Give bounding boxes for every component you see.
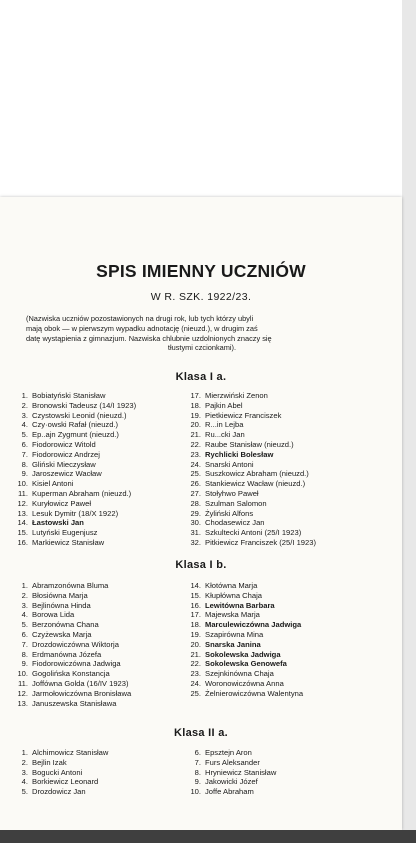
student-number: 24. bbox=[190, 678, 201, 688]
student-name: Lewitówna Barbara bbox=[205, 600, 275, 610]
student-name: Czystowski Leonid (nieuzd.) bbox=[32, 410, 127, 420]
student-entry bbox=[186, 518, 316, 528]
student-number: 21. bbox=[190, 430, 201, 440]
student-entry bbox=[13, 768, 108, 778]
student-number: 23. bbox=[190, 449, 201, 459]
student-entry bbox=[13, 430, 136, 440]
student-number: 10. bbox=[17, 479, 28, 489]
student-name: Szkultecki Antoni (25/I 1923) bbox=[205, 528, 302, 538]
viewer-bottom-bar bbox=[0, 830, 416, 843]
student-name: Szulman Salomon bbox=[205, 498, 267, 508]
student-entry bbox=[13, 479, 136, 489]
student-entry bbox=[13, 538, 136, 548]
student-entry bbox=[186, 430, 316, 440]
student-number: 4. bbox=[21, 610, 28, 620]
note-line: datę wystąpienia z gimnazjum. Nazwiska chlubnie uzdolnionych znaczy się bbox=[26, 333, 272, 343]
student-name: Jakowicki Józef bbox=[205, 777, 258, 787]
student-name: Markiewicz Stanisław bbox=[32, 537, 105, 547]
student-name: Stankiewicz Wacław (nieuzd.) bbox=[205, 479, 306, 489]
student-name: Suszkowicz Abraham (nieuzd.) bbox=[205, 469, 309, 479]
student-number: 18. bbox=[190, 400, 201, 410]
student-name: Pietkiewicz Franciszek bbox=[205, 410, 282, 420]
student-number: 4. bbox=[21, 420, 28, 430]
student-number: 9. bbox=[21, 659, 28, 669]
student-entry bbox=[13, 411, 136, 421]
student-number: 16. bbox=[17, 537, 28, 547]
document-page bbox=[0, 197, 402, 830]
student-number: 8. bbox=[21, 459, 28, 469]
student-number: 1. bbox=[21, 748, 28, 757]
student-name: Drozdowicz Jan bbox=[32, 787, 86, 797]
student-list-2a-left bbox=[13, 748, 108, 797]
student-name: Hryniewicz Stanisław bbox=[205, 767, 277, 777]
student-name: Majewska Marja bbox=[205, 610, 260, 620]
student-name: Mierzwiński Zenon bbox=[205, 391, 268, 400]
note-line: mają obok — w pierwszym wypadku adnotację (nieuzd.), w drugim zaś bbox=[26, 323, 258, 333]
student-name: Jaroszewicz Wacław bbox=[32, 469, 102, 479]
student-entry bbox=[13, 610, 131, 620]
student-name: Szapirówna Mina bbox=[205, 629, 264, 639]
page-subtitle: W R. SZK. 1922/23. bbox=[150, 291, 252, 303]
student-number: 9. bbox=[21, 469, 28, 479]
viewer-scrollbar-edge bbox=[402, 0, 416, 843]
student-number: 31. bbox=[190, 528, 201, 538]
student-name: Bogucki Antoni bbox=[32, 767, 83, 777]
student-entry bbox=[13, 591, 131, 601]
student-entry bbox=[13, 689, 131, 699]
student-entry bbox=[186, 411, 316, 421]
student-name: Snarski Antoni bbox=[205, 459, 254, 469]
student-entry bbox=[13, 601, 131, 611]
student-entry bbox=[13, 669, 131, 679]
student-number: 26. bbox=[190, 479, 201, 489]
student-entry bbox=[186, 748, 276, 758]
student-entry bbox=[186, 591, 303, 601]
student-number: 10. bbox=[17, 669, 28, 679]
student-entry bbox=[13, 650, 131, 660]
student-entry bbox=[13, 777, 108, 787]
student-number: 6. bbox=[194, 748, 201, 757]
student-entry bbox=[186, 650, 303, 660]
student-number: 16. bbox=[190, 600, 201, 610]
student-name: Epsztejn Aron bbox=[205, 748, 252, 757]
student-entry bbox=[186, 689, 303, 699]
student-name: Woronowiczówna Anna bbox=[205, 678, 284, 688]
student-name: R...in Lejba bbox=[205, 420, 244, 430]
student-number: 14. bbox=[190, 581, 201, 590]
student-number: 7. bbox=[194, 757, 201, 767]
student-entry bbox=[186, 601, 303, 611]
student-name: Rychlicki Bolesław bbox=[205, 449, 274, 459]
student-name: Erdmanówna Józefa bbox=[32, 649, 102, 659]
student-entry bbox=[13, 401, 136, 411]
student-number: 17. bbox=[190, 391, 201, 400]
student-number: 12. bbox=[17, 688, 28, 698]
student-entry bbox=[13, 679, 131, 689]
student-name: Borkiewicz Leonard bbox=[32, 777, 99, 787]
student-entry bbox=[186, 460, 316, 470]
student-entry bbox=[13, 620, 131, 630]
student-entry bbox=[186, 610, 303, 620]
student-entry bbox=[13, 787, 108, 797]
section-title-klasa-2a: Klasa II a. bbox=[173, 727, 229, 739]
student-entry bbox=[186, 538, 316, 548]
student-number: 13. bbox=[17, 508, 28, 518]
student-number: 10. bbox=[190, 787, 201, 797]
student-number: 5. bbox=[21, 787, 28, 797]
student-list-1b-left bbox=[13, 581, 131, 708]
student-number: 11. bbox=[18, 488, 28, 498]
student-number: 1. bbox=[21, 581, 28, 590]
student-list-1a-right bbox=[186, 391, 316, 548]
student-name: Kisiel Antoni bbox=[32, 479, 74, 489]
student-entry bbox=[186, 581, 303, 591]
student-number: 24. bbox=[190, 459, 201, 469]
student-name: Fiodorowicz Andrzej bbox=[32, 449, 100, 459]
student-number: 32. bbox=[190, 537, 201, 547]
student-name: Fiodorowicz Witold bbox=[32, 439, 96, 449]
student-entry bbox=[186, 401, 316, 411]
student-entry bbox=[186, 679, 303, 689]
student-name: Ru...cki Jan bbox=[205, 430, 245, 440]
student-number: 22. bbox=[190, 659, 201, 669]
student-entry bbox=[13, 469, 136, 479]
student-name: Kłotówna Marja bbox=[205, 581, 258, 590]
student-name: Borowa Lida bbox=[32, 610, 75, 620]
student-entry bbox=[186, 640, 303, 650]
student-entry bbox=[13, 748, 108, 758]
student-name: Sokolewska Jadwiga bbox=[205, 649, 281, 659]
student-number: 22. bbox=[190, 439, 201, 449]
student-name: Czy·owski Rafał (nieuzd.) bbox=[32, 420, 119, 430]
student-number: 20. bbox=[190, 420, 201, 430]
student-entry bbox=[186, 630, 303, 640]
student-number: 2. bbox=[21, 590, 28, 600]
student-entry bbox=[186, 440, 316, 450]
student-entry bbox=[186, 489, 316, 499]
student-entry bbox=[186, 758, 276, 768]
student-number: 6. bbox=[21, 439, 28, 449]
student-name: Gliński Mieczysław bbox=[32, 459, 96, 469]
student-number: 3. bbox=[21, 600, 28, 610]
student-entry bbox=[186, 787, 276, 797]
student-name: Czyżewska Marja bbox=[32, 629, 92, 639]
student-number: 21. bbox=[190, 649, 201, 659]
section-title-klasa-1a: Klasa I a. bbox=[175, 371, 227, 383]
student-entry bbox=[186, 509, 316, 519]
student-number: 25. bbox=[190, 688, 201, 698]
student-name: Kłupłówna Chaja bbox=[205, 590, 262, 600]
student-entry bbox=[13, 499, 136, 509]
note-line: tłustymi czcionkami). bbox=[167, 343, 237, 353]
student-name: Berzonówna Chana bbox=[32, 620, 99, 630]
student-entry bbox=[186, 620, 303, 630]
student-name: Żelnierowiczówna Walentyna bbox=[205, 688, 304, 698]
student-number: 23. bbox=[190, 669, 201, 679]
student-number: 13. bbox=[17, 698, 28, 708]
student-entry bbox=[186, 479, 316, 489]
student-name: Abramzonówna Bluma bbox=[32, 581, 109, 590]
student-number: 11. bbox=[18, 678, 28, 688]
student-number: 8. bbox=[21, 649, 28, 659]
student-name: Sokolewska Genowefa bbox=[205, 659, 287, 669]
student-entry bbox=[13, 640, 131, 650]
student-entry bbox=[186, 420, 316, 430]
student-number: 19. bbox=[190, 629, 201, 639]
student-number: 3. bbox=[21, 767, 28, 777]
student-name: Stołyhwo Paweł bbox=[205, 488, 259, 498]
student-entry bbox=[186, 768, 276, 778]
student-entry bbox=[186, 499, 316, 509]
student-number: 9. bbox=[194, 777, 201, 787]
student-entry bbox=[13, 528, 136, 538]
student-name: Pitkiewicz Franciszek (25/I 1923) bbox=[205, 537, 316, 547]
student-number: 15. bbox=[17, 528, 28, 538]
student-name: Furs Aleksander bbox=[205, 757, 260, 767]
student-entry bbox=[13, 581, 131, 591]
student-name: Bejlinówna Hinda bbox=[32, 600, 91, 610]
student-number: 14. bbox=[17, 518, 28, 528]
student-entry bbox=[13, 391, 136, 401]
student-number: 19. bbox=[190, 410, 201, 420]
student-entry bbox=[13, 699, 131, 709]
student-number: 17. bbox=[190, 610, 201, 620]
student-name: Bronowski Tadeusz (14/I 1923) bbox=[32, 400, 137, 410]
student-name: Szejnkinówna Chaja bbox=[205, 669, 274, 679]
student-number: 7. bbox=[21, 639, 28, 649]
student-entry bbox=[186, 391, 316, 401]
student-number: 4. bbox=[21, 777, 28, 787]
student-number: 30. bbox=[190, 518, 201, 528]
page-title: SPIS IMIENNY UCZNIÓW bbox=[96, 261, 306, 281]
student-name: Bejlin Izak bbox=[32, 757, 67, 767]
student-entry bbox=[186, 469, 316, 479]
student-number: 18. bbox=[190, 620, 201, 630]
student-name: Alchimowicz Stanisław bbox=[32, 748, 109, 757]
student-name: Lutyński Eugenjusz bbox=[32, 528, 98, 538]
student-entry bbox=[13, 440, 136, 450]
student-entry bbox=[186, 777, 276, 787]
student-name: Januszewska Stanisława bbox=[32, 698, 117, 708]
student-name: Kuperman Abraham (nieuzd.) bbox=[32, 488, 132, 498]
student-entry bbox=[13, 630, 131, 640]
student-number: 12. bbox=[17, 498, 28, 508]
student-name: Ep..ajn Zygmunt (nieuzd.) bbox=[32, 430, 119, 440]
student-number: 7. bbox=[21, 449, 28, 459]
student-list-2a-right bbox=[186, 748, 276, 797]
student-list-1a-left bbox=[13, 391, 136, 548]
student-name: Kuryłowicz Paweł bbox=[32, 498, 92, 508]
student-entry bbox=[186, 528, 316, 538]
student-number: 5. bbox=[21, 430, 28, 440]
student-entry bbox=[13, 460, 136, 470]
student-entry bbox=[13, 420, 136, 430]
student-name: Snarska Janina bbox=[205, 639, 261, 649]
student-entry bbox=[13, 659, 131, 669]
student-number: 15. bbox=[190, 590, 201, 600]
student-entry bbox=[186, 450, 316, 460]
student-entry bbox=[186, 659, 303, 669]
student-number: 2. bbox=[21, 400, 28, 410]
student-number: 8. bbox=[194, 767, 201, 777]
explanatory-note bbox=[26, 314, 378, 353]
student-entry bbox=[186, 669, 303, 679]
student-name: Żyliński Alfons bbox=[205, 508, 254, 518]
student-name: Błosiówna Marja bbox=[32, 590, 88, 600]
student-name: Chodasewicz Jan bbox=[205, 518, 265, 528]
student-name: Joffe Abraham bbox=[205, 787, 254, 797]
student-entry bbox=[13, 518, 136, 528]
student-number: 29. bbox=[190, 508, 201, 518]
student-number: 28. bbox=[190, 498, 201, 508]
student-name: Jarmołowiczówna Bronisława bbox=[32, 688, 132, 698]
student-name: Drozdowiczówna Wiktorja bbox=[32, 639, 119, 649]
student-name: Fiodorowiczówna Jadwiga bbox=[32, 659, 121, 669]
note-line: (Nazwiska uczniów pozostawionych na drugi rok, lub tych którzy ubyli bbox=[26, 314, 254, 323]
section-title-klasa-1b: Klasa I b. bbox=[175, 559, 227, 571]
student-name: Lesuk Dymitr (18/X 1922) bbox=[32, 508, 119, 518]
student-number: 2. bbox=[21, 757, 28, 767]
student-number: 5. bbox=[21, 620, 28, 630]
student-name: Pajkin Abel bbox=[205, 400, 243, 410]
student-entry bbox=[13, 450, 136, 460]
student-entry bbox=[13, 758, 108, 768]
student-number: 1. bbox=[21, 391, 28, 400]
student-number: 3. bbox=[21, 410, 28, 420]
student-entry bbox=[13, 509, 136, 519]
student-name: Marculewiczówna Jadwiga bbox=[205, 620, 302, 630]
student-name: Łastowski Jan bbox=[32, 518, 84, 528]
student-number: 25. bbox=[190, 469, 201, 479]
student-number: 20. bbox=[190, 639, 201, 649]
student-number: 6. bbox=[21, 629, 28, 639]
student-name: Raube Stanisław (nieuzd.) bbox=[205, 439, 294, 449]
student-entry bbox=[13, 489, 136, 499]
student-list-1b-right bbox=[186, 581, 303, 699]
student-name: Bobiatyński Stanisław bbox=[32, 391, 106, 400]
student-name: Gogolińska Konstancja bbox=[32, 669, 110, 679]
student-number: 27. bbox=[190, 488, 201, 498]
student-name: Joffówna Golda (16/IV 1923) bbox=[32, 678, 129, 688]
